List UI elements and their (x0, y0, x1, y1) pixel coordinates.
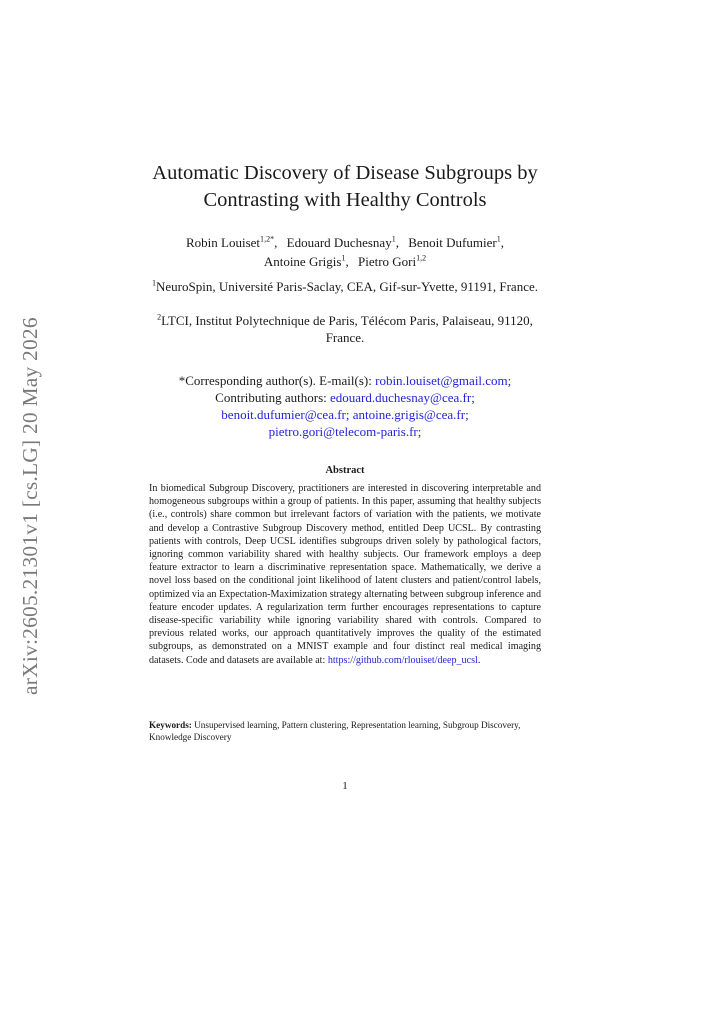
correspondence-block (145, 372, 545, 440)
abstract-text: In biomedical Subgroup Discovery, practitioners are interested in discovering interpretable and homogeneous subgroups within a group of patients. In this paper, assuming that healthy subjects (i.e., controls) share common but irrelevant factors of variation with the patients, we motivate and develop a Contrastive Subgroup Discovery method, entitled Deep UCSL. By contrasting patients with controls, Deep UCSL identifies subgroups driven solely by pathological factors, ignoring common variability shared with healthy subjects. Our framework employs a deep feature extractor to learn a discriminative representation space. Mathematically, we derive a novel loss based on the conditional joint likelihood of latent clusters and patient/control labels, optimized via an Expectation-Maximization strategy alternating between subgroup inference and feature encoder updates. A regularization term further encourages representations to capture disease-specific variability while ignoring variability shared with controls. Compared to previous related works, our approach quantitatively improves the quality of the estimated subgroups, as demonstrated on a MNIST example and four distinct real medical imaging datasets. Code and datasets are available at: (149, 483, 541, 666)
author-name: Edouard Duchesnay (286, 235, 392, 250)
contributor-email-link[interactable]: antoine.grigis@cea.fr; (352, 407, 469, 422)
abstract-end: . (477, 654, 481, 666)
corresponding-email-link[interactable]: robin.louiset@gmail.com; (375, 373, 512, 388)
paper-title: Automatic Discovery of Disease Subgroups by Contrasting with Healthy Controls (152, 162, 538, 211)
author-name: Antoine Grigis (263, 254, 342, 269)
affiliation-text: NeuroSpin, Université Paris-Saclay, CEA, Gif-sur-Yvette, 91191, France. (156, 279, 538, 294)
author-sup: 1 (391, 234, 396, 244)
affiliation-sup: 1 (151, 278, 157, 288)
contributor-email-link[interactable]: pietro.gori@telecom-paris.fr; (268, 424, 422, 439)
author-list: Robin Louiset$^{1,2*}$, Edouard Duchesnay$^1$, Benoit Dufumier$^1$, Antoine Grigis$^1$, Pietro Gori$^{1,2}$ (186, 234, 504, 269)
author-sup: 1 (496, 234, 501, 244)
affiliation-sup: 2 (157, 312, 162, 322)
keywords-label: Keywords: (149, 720, 192, 730)
affiliation-text: LTCI, Institut Polytechnique de Paris, Télécom Paris, Palaiseau, 91120, France. (161, 313, 533, 345)
page-number: 1 (342, 780, 348, 792)
keywords-text: Unsupervised learning, Pattern clustering, Representation learning, Subgroup Discovery, Knowledge Discovery (149, 720, 521, 742)
arxiv-stamp: arXiv:2605.21301v1 [cs.LG] 20 May 2026 (18, 317, 42, 695)
contributor-email-link[interactable]: edouard.duchesnay@cea.fr; (330, 390, 475, 405)
contributor-email-link[interactable]: benoit.dufumier@cea.fr; (221, 407, 350, 422)
keywords (149, 720, 541, 743)
affiliation (145, 312, 545, 346)
author-name: Benoit Dufumier (408, 235, 497, 250)
affiliation (145, 278, 545, 295)
abstract-body (149, 482, 541, 667)
contributing-label: Contributing authors: (215, 390, 327, 405)
author-sup: 1,2* (260, 234, 275, 244)
correspondence-label: *Corresponding author(s). E-mail(s): (178, 373, 372, 388)
abstract-heading: Abstract (325, 465, 365, 476)
author-sup: 1 (341, 253, 346, 263)
author-name: Robin Louiset (186, 235, 261, 250)
code-repo-link[interactable]: https://github.com/rlouiset/deep_ucsl (327, 654, 478, 666)
author-sup: 1,2 (416, 253, 427, 263)
author-name: Pietro Gori (357, 254, 417, 269)
